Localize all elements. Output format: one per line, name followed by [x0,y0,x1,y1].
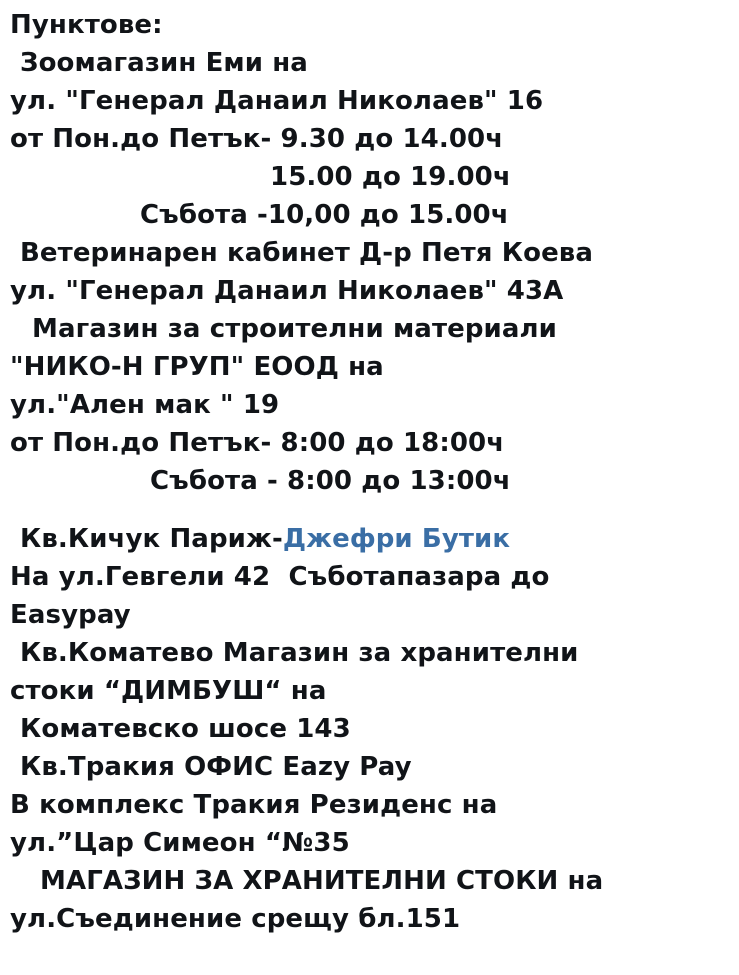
text-line: ул. "Генерал Данаил Николаев" 43А [10,276,564,306]
page-title: Пунктове: [10,10,163,40]
text-line: В комплекс Тракия Резиденс на [10,790,498,820]
text-line: ул. "Генерал Данаил Николаев" 16 [10,86,544,116]
text-line: На ул.Гевгели 42 Съботапазара до [10,562,550,592]
text-line: стоки “ДИМБУШ“ на [10,676,327,706]
text-line: ул.”Цар Симеон “№35 [10,828,350,858]
text-line-with-link [10,520,729,558]
text-line: Зоомагазин Еми на [20,48,308,78]
text-line: Коматевско шосе 143 [20,714,351,744]
blank-line [10,500,729,520]
text-line: Събота -10,00 до 15.00ч [140,200,509,230]
text-line: Easypay [10,600,131,630]
text-line: Кв.Тракия ОФИС Eazy Pay [20,752,412,782]
text-line: Ветеринарен кабинет Д-р Петя Коева [20,238,594,268]
text-line: Магазин за строителни материали [32,314,557,344]
text-line: ул."Ален мак " 19 [10,390,280,420]
text-line: от Пон.до Петък- 9.30 до 14.00ч [10,124,504,154]
text-line: от Пон.до Петък- 8:00 до 18:00ч [10,428,505,458]
text-line: МАГАЗИН ЗА ХРАНИТЕЛНИ СТОКИ на [40,866,604,896]
text-segment: Кв.Кичук Париж- [20,524,283,554]
text-line: Кв.Коматево Магазин за хранителни [20,638,579,668]
text-line: ул.Съединение срещу бл.151 [10,904,461,934]
text-line: 15.00 до 19.00ч [270,162,511,192]
text-line: "НИКО-Н ГРУП" ЕООД на [10,352,384,382]
jeffry-boutique-link[interactable]: Джефри Бутик [282,524,511,554]
text-line: Събота - 8:00 до 13:00ч [150,466,511,496]
